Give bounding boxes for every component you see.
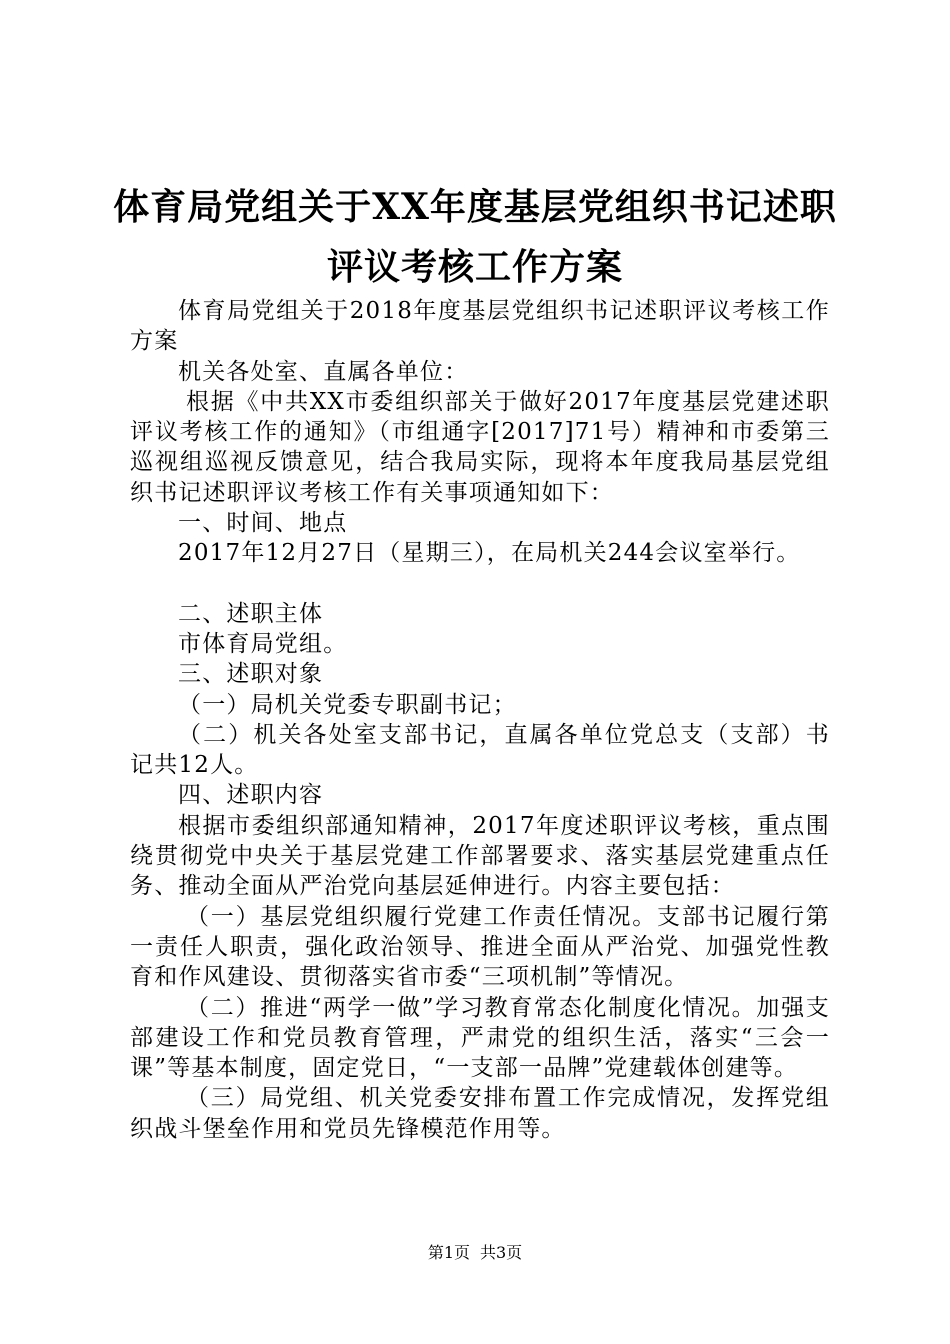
paragraph-intro: 根据《中共XX市委组织部关于做好2017年度基层党建述职评议考核工作的通知》（市组通字[2017]71号）精神和市委第三巡视组巡视反馈意见，结合我局实际，现将本年度我局基层党组织书记述职评议考核工作有关事项通知如下： xyxy=(130,388,830,506)
section-heading-object: 三、述职对象 xyxy=(178,661,324,688)
page-footer xyxy=(0,1243,950,1263)
paragraph-content-item-1: （一）基层党组织履行党建工作责任情况。支部书记履行第一责任人职责，强化政治领导、推进全面从严治党、加强党性教育和作风建设、贯彻落实省市委“三项机制”等情况。 xyxy=(130,903,830,991)
document-title-line-1: 体育局党组关于XX年度基层党组织书记述职 xyxy=(113,186,837,228)
section-heading-subject: 二、述职主体 xyxy=(178,600,324,627)
paragraph-content-item-2: （二）推进“两学一做”学习教育常态化制度化情况。加强支部建设工作和党员教育管理，严肃党的组织生活，落实“三会一课”等基本制度，固定党日，“一支部一品牌”党建载体创建等。 xyxy=(130,994,830,1082)
blank-line xyxy=(130,569,830,599)
page-number-total: 共3页 xyxy=(480,1243,523,1262)
document-body xyxy=(130,296,830,1144)
page-number-current: 第1页 xyxy=(427,1243,470,1262)
document-title-line-2: 评议考核工作方案 xyxy=(326,246,623,288)
paragraph-content-intro: 根据市委组织部通知精神，2017年度述职评议考核，重点围绕贯彻党中央关于基层党建工作部署要求、落实基层党建重点任务、推动全面从严治党向基层延伸进行。内容主要包括： xyxy=(130,812,830,900)
section-heading-content: 四、述职内容 xyxy=(178,782,324,809)
paragraph-content-item-3: （三）局党组、机关党委安排布置工作完成情况，发挥党组织战斗堡垒作用和党员先锋模范作用等。 xyxy=(130,1085,830,1142)
paragraph-object-1: （一）局机关党委专职副书记； xyxy=(178,691,517,718)
paragraph-addressee: 机关各处室、直属各单位： xyxy=(178,358,469,385)
paragraph-subject: 市体育局党组。 xyxy=(178,630,348,657)
paragraph-time-place: 2017年12月27日（星期三），在局机关244会议室举行。 xyxy=(178,540,801,567)
paragraph-heading-restated: 体育局党组关于2018年度基层党组织书记述职评议考核工作方案 xyxy=(130,298,830,355)
section-heading-time-place: 一、时间、地点 xyxy=(178,510,348,537)
paragraph-object-2: （二）机关各处室支部书记，直属各单位党总支（支部）书记共12人。 xyxy=(130,721,830,779)
